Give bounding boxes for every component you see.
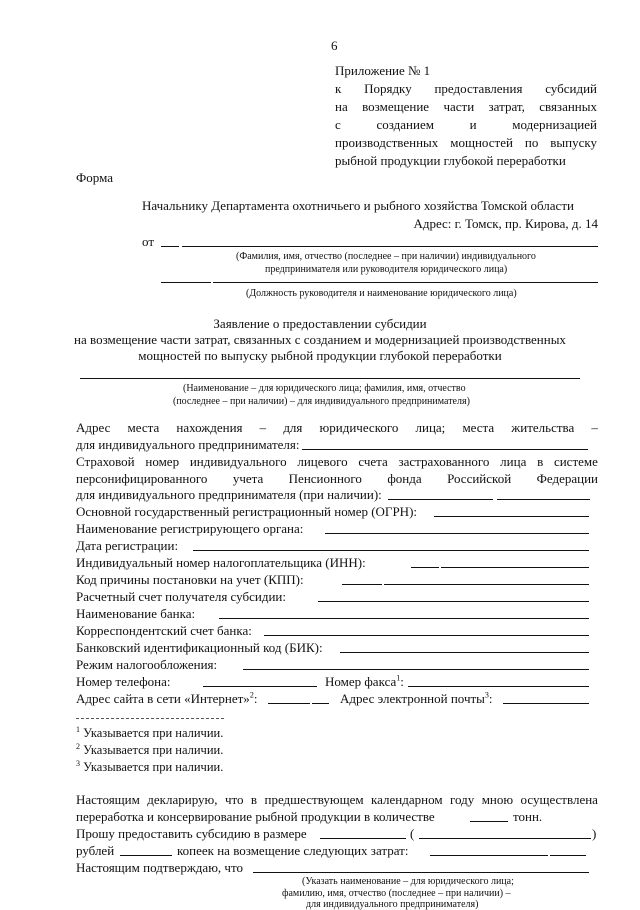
bank-input[interactable] xyxy=(219,618,589,619)
kpp-input-a[interactable] xyxy=(342,584,382,585)
confirm-hint-2: фамилию, имя, отчество (последнее – при наличии) – xyxy=(282,888,511,899)
inn-input-b[interactable] xyxy=(441,567,589,568)
footnote-2: $^2$ Указывается при наличии. xyxy=(76,741,224,757)
phone-input[interactable] xyxy=(203,686,317,687)
registrar-label: Наименование регистрирующего органа: xyxy=(76,521,304,536)
addressee-line1: Начальнику Департамента охотничьего и рыбного хозяйства Томской области xyxy=(142,198,574,213)
applicant-name-input[interactable] xyxy=(80,378,580,379)
subsidy-amount-words-input[interactable] xyxy=(419,838,591,839)
page-number: 6 xyxy=(331,38,338,53)
applicant-hint-2: (последнее – при наличии) – для индивидуального предпринимателя) xyxy=(173,396,470,407)
addressee-line2: Адрес: г. Томск, пр. Кирова, д. 14 xyxy=(413,216,598,231)
quantity-input[interactable] xyxy=(470,821,508,822)
declaration-line4b: копеек на возмещение следующих затрат: xyxy=(177,843,409,858)
fax-label: Номер факса$^1$: xyxy=(325,673,404,689)
bik-input[interactable] xyxy=(340,652,589,653)
paren-open: ( xyxy=(410,826,415,841)
ogrn-label: Основной государственный регистрационный номер (ОГРН): xyxy=(76,504,418,519)
form-label: Форма xyxy=(76,170,113,185)
website-input-a[interactable] xyxy=(268,703,310,704)
appendix-line1: Приложение № 1 xyxy=(335,63,431,78)
website-label: Адрес сайта в сети «Интернет»$^2$: xyxy=(76,690,258,706)
address-line1: Адрес места нахождения – для юридического лица; места жительства – xyxy=(76,420,598,435)
position-input[interactable] xyxy=(213,282,598,283)
registrar-input[interactable] xyxy=(325,533,589,534)
snils-input-a[interactable] xyxy=(388,499,493,500)
appendix-line3: на возмещение части затрат, связанных xyxy=(335,99,597,114)
title-line1: Заявление о предоставлении субсидии xyxy=(213,316,427,331)
from-input-short[interactable] xyxy=(161,246,179,247)
from-input[interactable] xyxy=(182,246,598,247)
reg-date-input[interactable] xyxy=(193,550,589,551)
reg-date-label: Дата регистрации: xyxy=(76,538,179,553)
declaration-line1: Настоящим декларирую, что в предшествующем календарном году мною осуществлена xyxy=(76,792,598,807)
from-label: от xyxy=(142,234,155,249)
expenses-input-a[interactable] xyxy=(430,855,548,856)
title-line3: мощностей по выпуску рыбной продукции глубокой переработки xyxy=(138,348,502,363)
appendix-line6: рыбной продукции глубокой переработки xyxy=(335,153,566,168)
bank-label: Наименование банка: xyxy=(76,606,196,621)
snils-line1: Страховой номер индивидуального лицевого счета застрахованного лица в системе xyxy=(76,454,598,469)
email-label: Адрес электронной почты$^3$: xyxy=(340,690,493,706)
snils-line3: для индивидуального предпринимателя (при наличии): xyxy=(76,487,382,502)
declaration-line2b: тонн. xyxy=(513,809,543,824)
email-input[interactable] xyxy=(503,703,589,704)
kopecks-input[interactable] xyxy=(120,855,172,856)
account-label: Расчетный счет получателя субсидии: xyxy=(76,589,286,604)
expenses-input-b[interactable] xyxy=(550,855,586,856)
website-input-b[interactable] xyxy=(312,703,329,704)
kpp-input-b[interactable] xyxy=(384,584,589,585)
from-hint-1: (Фамилия, имя, отчество (последнее – при наличии) индивидуального xyxy=(236,251,536,262)
account-input[interactable] xyxy=(318,601,589,602)
confirm-hint-3: для индивидуального предпринимателя) xyxy=(306,899,479,910)
footnote-separator xyxy=(76,718,224,719)
phone-label: Номер телефона: xyxy=(76,674,171,689)
declaration-line5a: Настоящим подтверждаю, что xyxy=(76,860,243,875)
position-input-short[interactable] xyxy=(161,282,211,283)
appendix-line4: с созданием и модернизацией xyxy=(335,117,597,132)
subsidy-amount-input[interactable] xyxy=(320,838,406,839)
paren-close: ) xyxy=(592,826,597,841)
confirm-hint-1: (Указать наименование – для юридического лица; xyxy=(302,876,514,887)
tax-mode-input[interactable] xyxy=(243,669,589,670)
position-hint: (Должность руководителя и наименование юридического лица) xyxy=(246,288,517,299)
bik-label: Банковский идентификационный код (БИК): xyxy=(76,640,323,655)
title-line2: на возмещение части затрат, связанных с созданием и модернизацией производственных xyxy=(74,332,566,347)
snils-line2: персонифицированного учета Пенсионного фонда Российской Федерации xyxy=(76,471,598,486)
inn-label: Индивидуальный номер налогоплательщика (ИНН): xyxy=(76,555,366,570)
appendix-block xyxy=(335,62,597,170)
address-input[interactable] xyxy=(302,449,588,450)
appendix-line2: к Порядку предоставления субсидий xyxy=(335,81,597,96)
inn-input-a[interactable] xyxy=(411,567,439,568)
tax-mode-label: Режим налогообложения: xyxy=(76,657,218,672)
kpp-label: Код причины постановки на учет (КПП): xyxy=(76,572,304,587)
applicant-hint-1: (Наименование – для юридического лица; фамилия, имя, отчество xyxy=(183,383,466,394)
declaration-line2a: переработка и консервирование рыбной продукции в количестве xyxy=(76,809,435,824)
corr-account-label: Корреспондентский счет банка: xyxy=(76,623,252,638)
from-hint-2: предпринимателя или руководителя юридического лица) xyxy=(265,264,508,275)
fax-input[interactable] xyxy=(408,686,589,687)
appendix-line5: производственных мощностей по выпуску xyxy=(335,135,597,150)
address-line2: для индивидуального предпринимателя: xyxy=(76,437,300,452)
declaration-rubles: рублей xyxy=(76,843,115,858)
footnote-1: $^1$ Указывается при наличии. xyxy=(76,724,224,740)
footnote-3: $^3$ Указывается при наличии. xyxy=(76,758,224,774)
confirm-input[interactable] xyxy=(253,872,589,873)
snils-input-b[interactable] xyxy=(497,499,590,500)
declaration-line3a: Прошу предоставить субсидию в размере xyxy=(76,826,307,841)
corr-account-input[interactable] xyxy=(264,635,589,636)
ogrn-input[interactable] xyxy=(434,516,589,517)
